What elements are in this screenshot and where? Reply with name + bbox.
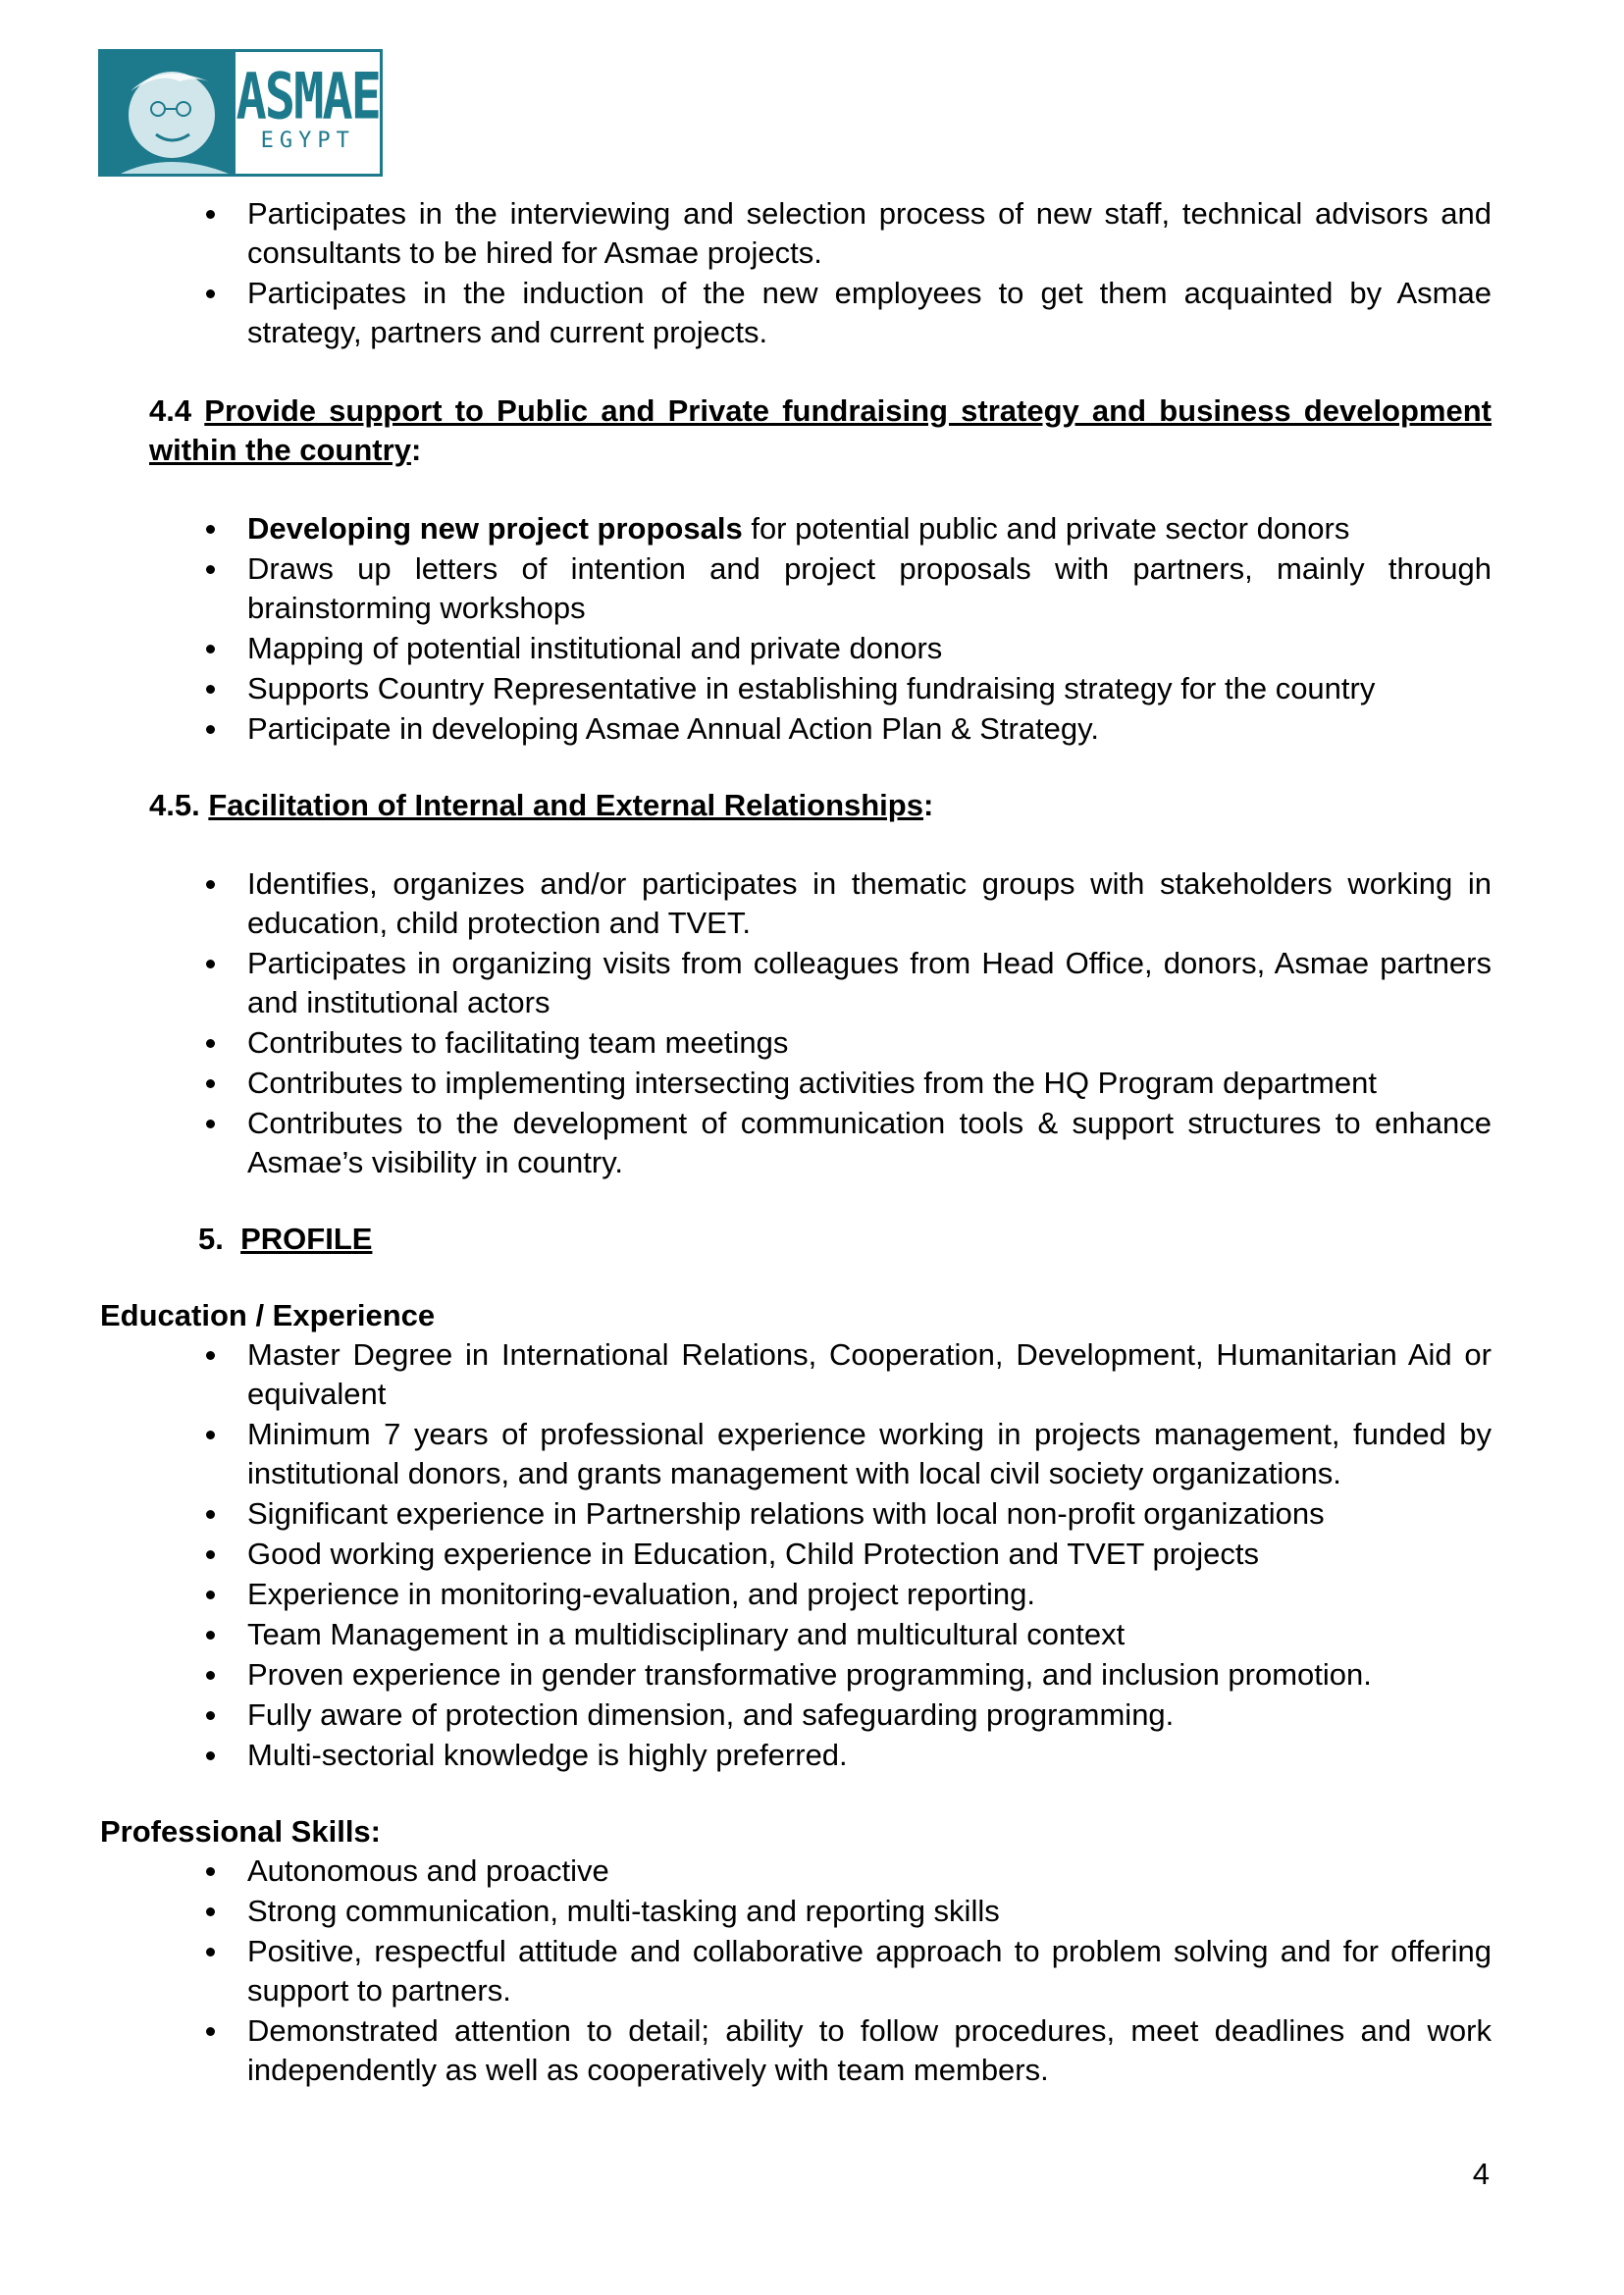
list-item: Identifies, organizes and/or participates in thematic groups with stakeholders working in education, child protection and TVET. (149, 864, 1492, 943)
top-bullet-list (149, 194, 1492, 352)
section-4-5-heading: 4.5. Facilitation of Internal and External Relationships: (149, 788, 934, 822)
list-item: Minimum 7 years of professional experience working in projects management, funded by institutional donors, and grants management with local civil society organizations. (149, 1415, 1492, 1493)
list-item: Good working experience in Education, Child Protection and TVET projects (149, 1535, 1492, 1574)
list-item: Strong communication, multi-tasking and reporting skills (149, 1892, 1492, 1931)
list-item: Team Management in a multidisciplinary and multicultural context (149, 1615, 1492, 1654)
list-item: Fully aware of protection dimension, and safeguarding programming. (149, 1695, 1492, 1735)
list-item: Autonomous and proactive (149, 1852, 1492, 1891)
list-item: Contributes to implementing intersecting activities from the HQ Program department (149, 1064, 1492, 1103)
education-list (149, 1335, 1492, 1775)
skills-list (149, 1852, 1492, 2090)
section-number: 4.5. (149, 788, 200, 822)
bold-lead: Developing new project proposals (247, 511, 743, 546)
section-title: Provide support to Public and Private fundraising strategy and business development within the country (149, 393, 1492, 467)
list-item: Participates in the interviewing and selection process of new staff, technical advisors and consultants to be hired for Asmae projects. (149, 194, 1492, 273)
logo-name: ASMAE (236, 60, 380, 134)
list-item: Mapping of potential institutional and private donors (149, 629, 1492, 668)
list-item: Positive, respectful attitude and collaborative approach to problem solving and for offering support to partners. (149, 1932, 1492, 2010)
section-4-4-list (149, 509, 1492, 749)
section-title: Facilitation of Internal and External Relationships (208, 788, 923, 822)
list-item: Supports Country Representative in establishing fundraising strategy for the country (149, 669, 1492, 708)
list-item: Participates in organizing visits from colleagues from Head Office, donors, Asmae partners and institutional actors (149, 944, 1492, 1022)
list-item: Significant experience in Partnership relations with local non-profit organizations (149, 1494, 1492, 1534)
list-item: Contributes to the development of communication tools & support structures to enhance Asmae’s visibility in country. (149, 1104, 1492, 1182)
logo-subtitle: EGYPT (260, 129, 355, 153)
list-item: Proven experience in gender transformative programming, and inclusion promotion. (149, 1655, 1492, 1695)
list-item: Participates in the induction of the new employees to get them acquainted by Asmae strategy, partners and current projects. (149, 274, 1492, 352)
section-title: PROFILE (240, 1222, 373, 1256)
list-item: Multi-sectorial knowledge is highly preferred. (149, 1736, 1492, 1775)
skills-heading: Professional Skills: (100, 1814, 381, 1849)
list-item: Developing new project proposals for potential public and private sector donors (149, 509, 1492, 548)
section-5-heading (198, 1220, 1492, 1259)
section-number: 4.4 (149, 393, 192, 428)
section-4-4-heading: 4.4 Provide support to Public and Private fundraising strategy and business development within the country: (149, 393, 1492, 467)
list-item: Demonstrated attention to detail; ability to follow procedures, meet deadlines and work independently as well as cooperatively with team members. (149, 2011, 1492, 2090)
list-item: Participate in developing Asmae Annual Action Plan & Strategy. (149, 709, 1492, 749)
education-heading: Education / Experience (100, 1298, 436, 1332)
document-body (100, 194, 1492, 2091)
page-number: 4 (1472, 2157, 1490, 2191)
section-4-5-list (149, 864, 1492, 1182)
list-item: Contributes to facilitating team meetings (149, 1023, 1492, 1063)
logo-portrait-image (101, 52, 236, 174)
list-item: Experience in monitoring-evaluation, and project reporting. (149, 1575, 1492, 1614)
list-item: Master Degree in International Relations, Cooperation, Development, Humanitarian Aid or equivalent (149, 1335, 1492, 1414)
section-number: 5. (198, 1222, 224, 1256)
list-item: Draws up letters of intention and project proposals with partners, mainly through brainstorming workshops (149, 549, 1492, 628)
asmae-egypt-logo (98, 49, 383, 177)
